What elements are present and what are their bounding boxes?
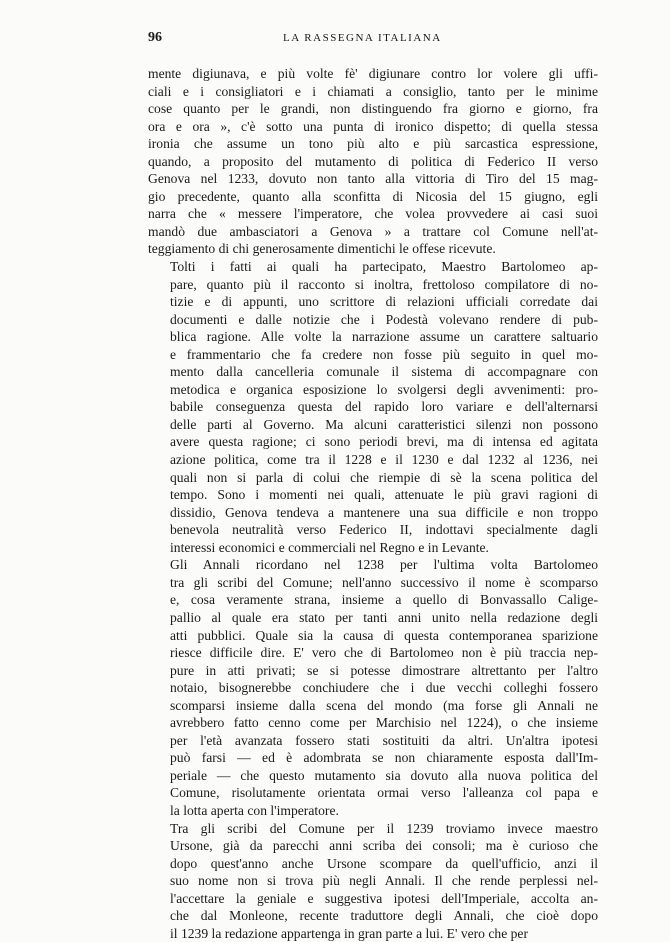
text-line: per l'età avanzata fossero stati sostituiti da altri. Un'altra ipotesi: [170, 732, 598, 748]
text-line: cose quanto per le grandi, non distinguendo fra giorno e giorno, fra: [148, 101, 598, 117]
text-line: narra che « messere l'imperatore, che volea provvedere ai casi suoi: [148, 206, 598, 222]
text-line: teggiamento di chi generosamente dimentichi le offese ricevute.: [148, 241, 496, 257]
text-line: babile conseguenza questa del rapido loro variare e dell'alternarsi: [170, 399, 598, 415]
text-line: pare, quanto più il racconto si inoltra, frettoloso compilatore di no-: [170, 276, 598, 292]
text-line: Genova nel 1233, dovuto non tanto alla vittoria di Tiro del 15 mag-: [148, 171, 598, 187]
text-line: scomparsi insieme dalla scena del mondo (ma forse gli Annali ne: [170, 697, 598, 713]
text-line: Gli Annali ricordano nel 1238 per l'ultima volta Bartolomeo: [170, 557, 598, 573]
text-line: pallio al quale era stato per tanti anni unito nella redazione degli: [170, 609, 598, 625]
text-line: ciali e i consigliatori e i chiamati a consiglio, tanto per le minime: [148, 83, 598, 99]
text-line: mento dalla cancelleria comunale il sistema di accompagnare con: [170, 364, 598, 380]
text-line: documenti e dalle notizie che i Podestà volevano rendere di pub-: [170, 311, 598, 327]
text-line: blica ragione. Alle volte la narrazione assume un carattere saltuario: [170, 329, 598, 345]
text-line: e frammentario che fa credere non fosse più seguito in quel mo-: [170, 346, 598, 362]
text-line: mente digiunava, e più volte fè' digiunare contro lor volere gli uffi-: [148, 66, 598, 81]
text-line: dopo quest'anno anche Ursone scompare da quell'ufficio, anzi il: [170, 855, 598, 871]
text-line: l'accettare la geniale e suggestiva ipotesi dell'Imperiale, accolta an-: [170, 890, 598, 906]
text-line: il 1239 la redazione appartenga in gran parte a lui. E' vero che per: [170, 925, 528, 941]
text-line: Comune, risolutamente orientata ormai verso l'alleanza col papa e: [170, 785, 598, 801]
text-line: quali non si parla di colui che riempie di sè la scena politica del: [170, 469, 598, 485]
paragraph-4: [148, 820, 598, 942]
text-line: gio precedente, quanto alla sconfitta di Nicosia del 15 giugno, egli: [148, 188, 598, 204]
text-line: dissidio, Genova tendeva a mantenere una sua difficile e non troppo: [170, 504, 598, 520]
body-text: [148, 65, 598, 942]
page-number: 96: [148, 30, 162, 45]
text-line: riesce difficile dire. E' vero che di Bartolomeo non è più traccia nep-: [170, 645, 598, 661]
paragraph-1: [148, 65, 598, 258]
text-line: e, cosa veramente strana, insieme a quello di Bonvassallo Calige-: [170, 592, 598, 608]
text-line: quando, a proposito del mutamento di politica di Federico II verso: [148, 153, 598, 169]
page-header: [148, 30, 598, 50]
text-line: Tolti i fatti ai quali ha partecipato, Maestro Bartolomeo ap-: [170, 259, 598, 275]
text-line: può farsi — ed è adombrata se non chiaramente esposta dall'Im-: [170, 750, 598, 766]
text-line: ora e ora », c'è sotto una punta di ironico dispetto; di quella stessa: [148, 118, 598, 134]
text-line: tempo. Sono i momenti nei quali, attenuate le più gravi ragioni di: [170, 487, 598, 503]
text-line: avere questa ragione; ci sono periodi brevi, ma di intensa ed agitata: [170, 434, 598, 450]
text-line: periale — che questo mutamento sia dovuto alla nuova politica del: [170, 767, 598, 783]
text-line: interessi economici e commerciali nel Regno e in Levante.: [170, 539, 489, 555]
text-line: metodica e organica esposizione lo svolgersi degli avvenimenti: pro-: [170, 381, 598, 397]
text-line: atti pubblici. Quale sia la causa di questa contemporanea sparizione: [170, 627, 598, 643]
text-line: benevola neutralità verso Federico II, indottavi specialmente dagli: [170, 522, 598, 538]
text-line: notaio, bisognerebbe conchiudere che i due vecchi colleghi fossero: [170, 680, 598, 696]
text-line: suo nome non si trova più negli Annali. Il che rende perplessi nel-: [170, 873, 598, 889]
running-title: LA RASSEGNA ITALIANA: [283, 32, 442, 44]
text-line: azione politica, come tra il 1228 e il 1230 e dal 1232 al 1236, nei: [170, 452, 598, 468]
paragraph-2: [148, 258, 598, 556]
text-line: delle parti al Governo. Ma alcuni caratteristici silenzi non possono: [170, 416, 598, 432]
text-line: avrebbero fatto cenno come per Marchisio nel 1224), o che insieme: [170, 715, 598, 731]
text-line: mandò due ambasciatori a Genova » a trattare col Comune nell'at-: [148, 223, 598, 239]
text-line: tra gli scribi del Comune; nell'anno successivo il nome è scomparso: [170, 574, 598, 590]
text-line: la lotta aperta con l'imperatore.: [170, 802, 339, 818]
text-line: Ursone, già da parecchi anni scriba dei consoli; ma è curioso che: [170, 838, 598, 854]
text-line: pure in atti privati; se si potesse dimostrare altrettanto per l'altro: [170, 662, 598, 678]
text-line: ironia che assume un tono più alto e più sarcastica espressione,: [148, 136, 598, 152]
paragraph-3: [148, 556, 598, 819]
text-line: tizie e di appunti, uno scrittore di relazioni ufficiali corredate dai: [170, 294, 598, 310]
text-line: che dal Monleone, recente traduttore degli Annali, che cioè dopo: [170, 908, 598, 924]
text-line: Tra gli scribi del Comune per il 1239 troviamo invece maestro: [170, 820, 598, 836]
